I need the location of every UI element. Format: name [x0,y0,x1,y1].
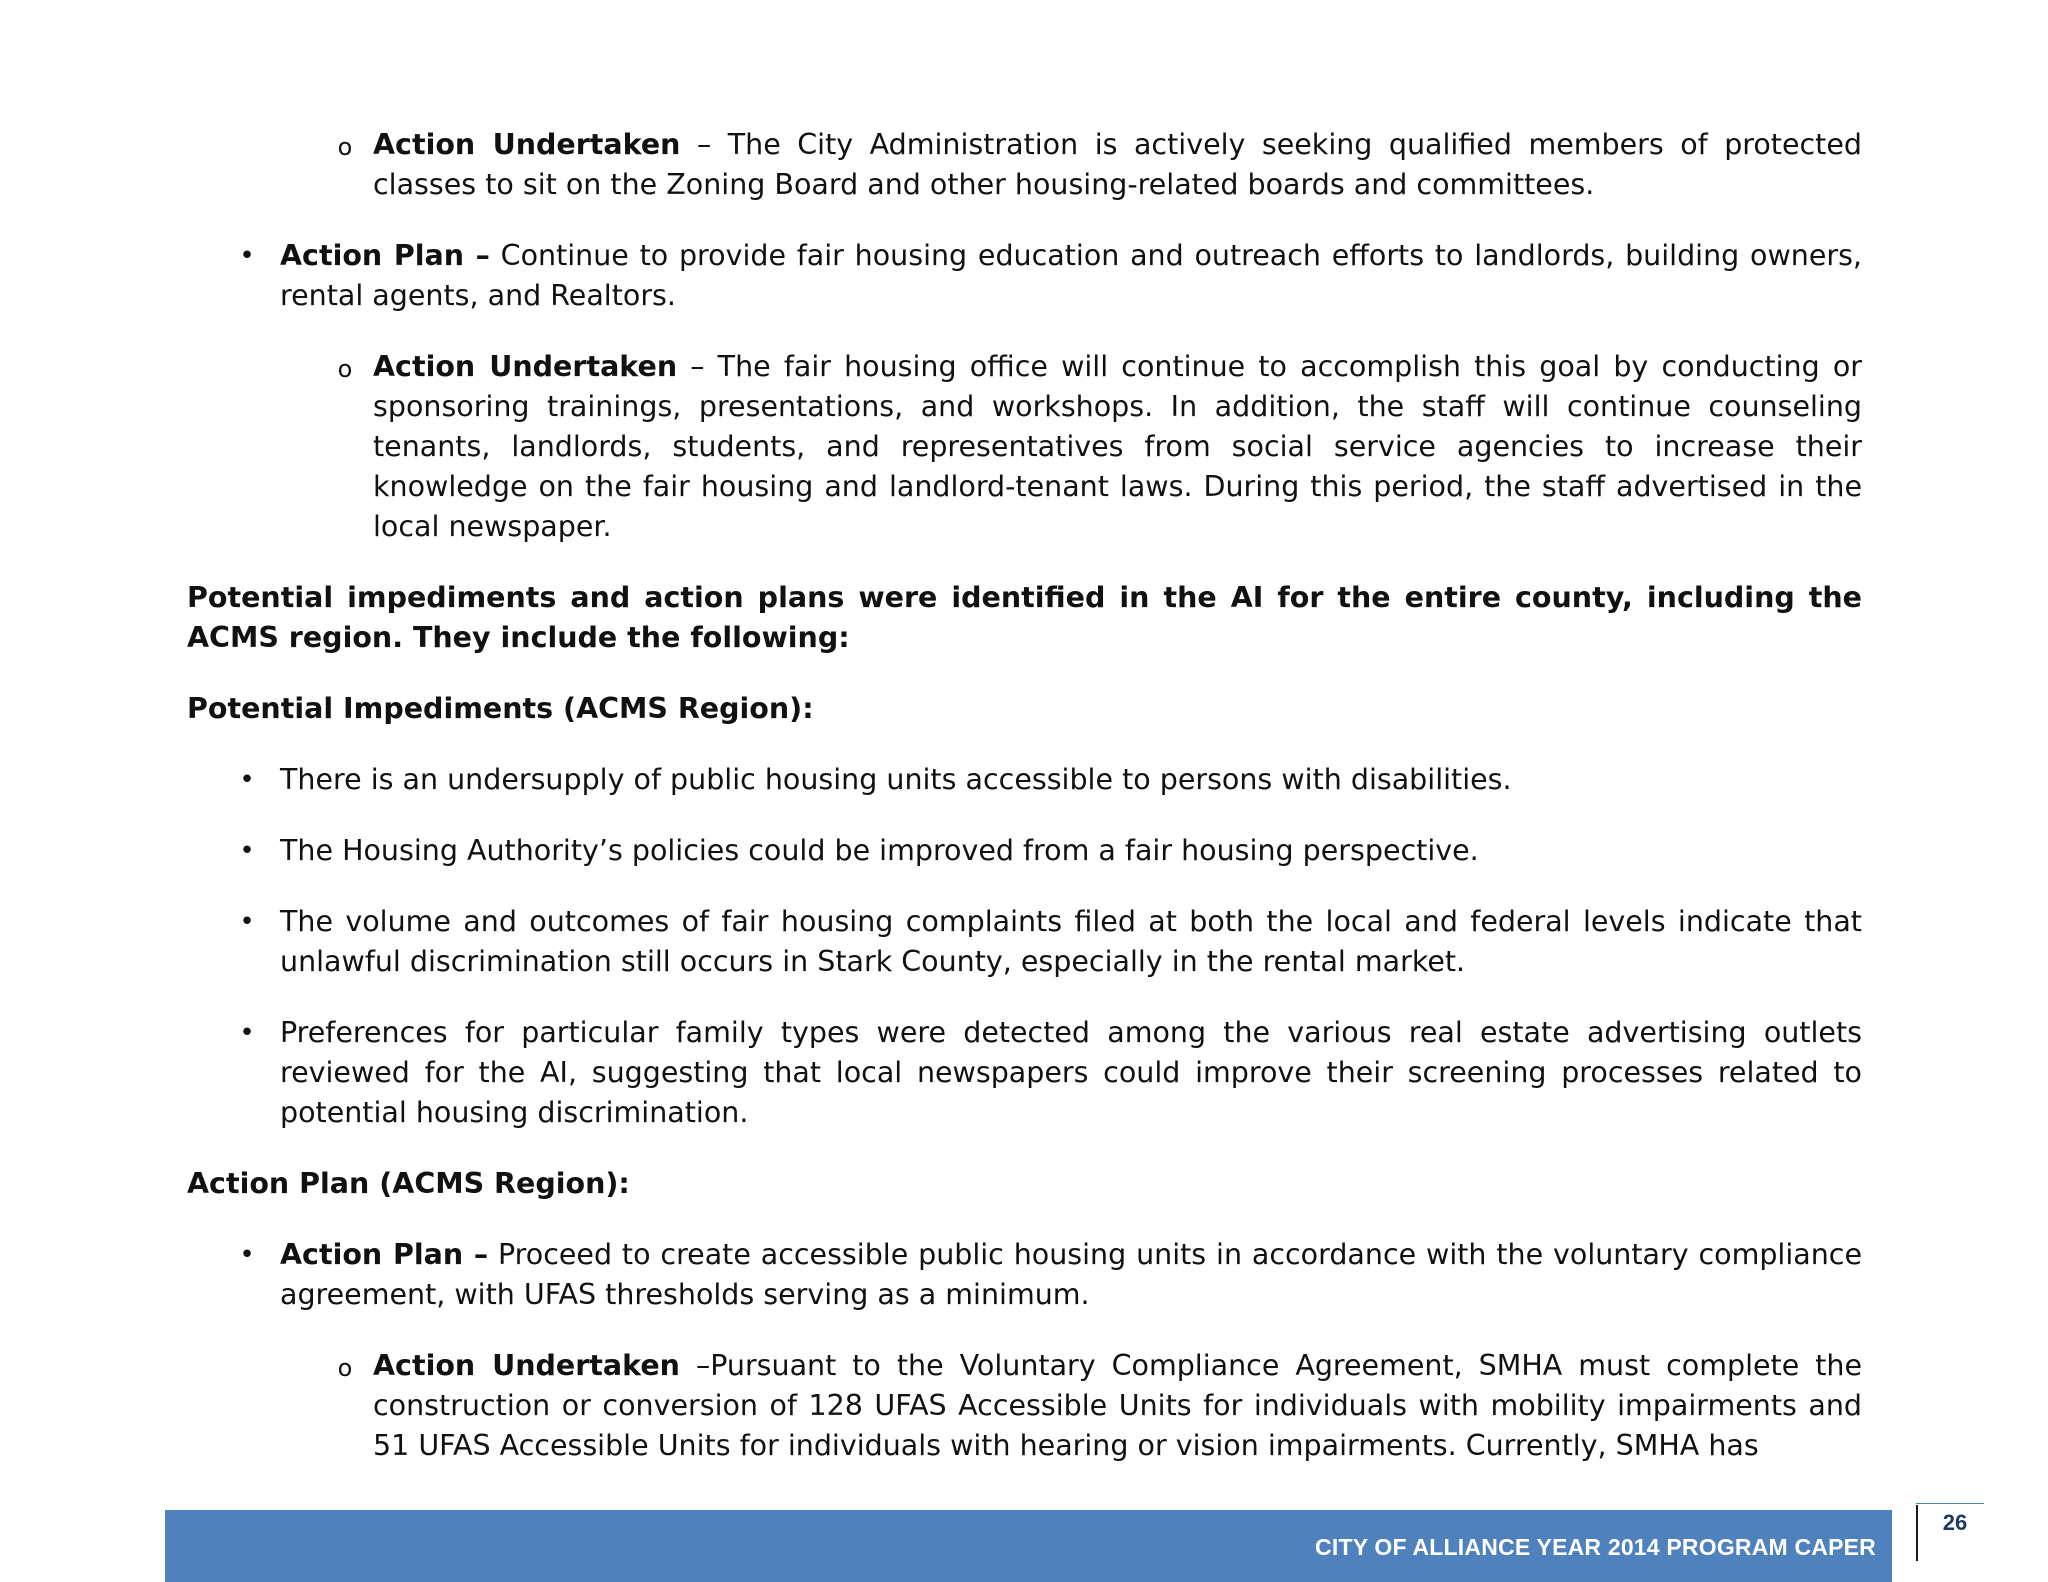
bullet-action-plan-1 [239,236,1862,316]
page-number-top-rule [1916,1503,1984,1504]
sub-bullet-marker: o [337,1354,353,1382]
bullet-impediment-1 [239,760,1862,800]
sub-bullet-action-undertaken-2 [337,347,1862,547]
sub-bullet-action-undertaken-3 [337,1346,1862,1466]
lead-label: Action Undertaken [373,128,681,161]
body-text: Continue to provide fair housing education and outreach efforts to landlords, building owners, rental agents, and Realtors. [280,239,1862,312]
body-text: – The fair housing office will continue to accomplish this goal by conducting or sponsoring trainings, presentations, and workshops. In addition, the staff will continue counseling tenants, landlords, students, and representatives from social service agencies to increase their knowledge on the fair housing and landlord-tenant laws. During this period, the staff advertised in the local newspaper. [373,350,1862,543]
bullet-marker: • [239,836,255,866]
bullet-impediment-2 [239,831,1862,871]
lead-label: Action Plan – [280,239,490,272]
section-heading-action-plan: Action Plan (ACMS Region): [187,1167,630,1200]
footer-title: CITY OF ALLIANCE YEAR 2014 PROGRAM CAPER [1315,1534,1876,1560]
body-text: The volume and outcomes of fair housing complaints filed at both the local and federal levels indicate that unlawful discrimination still occurs in Stark County, especially in the rental market. [280,905,1862,978]
sub-bullet-action-undertaken-1 [337,125,1862,205]
body-text: –Pursuant to the Voluntary Compliance Agreement, SMHA must complete the construction or conversion of 128 UFAS Accessible Units for individuals with mobility impairments and 51 UFAS Accessible Units for individuals with hearing or vision impairments. Currently, SMHA has [373,1349,1862,1462]
bullet-marker: • [239,1018,255,1048]
body-text: Proceed to create accessible public housing units in accordance with the voluntary compliance agreement, with UFAS thresholds serving as a minimum. [280,1238,1862,1311]
page-number-divider [1916,1505,1918,1561]
bullet-impediment-3 [239,902,1862,982]
bullet-marker: • [239,907,255,937]
footer-bar [165,1510,1892,1582]
body-text: The Housing Authority’s policies could be improved from a fair housing perspective. [280,834,1479,867]
lead-label: Action Plan – [280,1238,489,1271]
sub-bullet-marker: o [337,355,353,383]
lead-label: Action Undertaken [373,350,678,383]
sub-bullet-marker: o [337,133,353,161]
intro-paragraph: Potential impediments and action plans were identified in the AI for the entire county, including the ACMS region. They include the following: [187,581,1862,654]
section-heading-impediments: Potential Impediments (ACMS Region): [187,692,814,725]
bullet-action-plan-2 [239,1235,1862,1315]
lead-label: Action Undertaken [373,1349,680,1382]
page-number: 26 [1942,1510,1968,1535]
body-text: There is an undersupply of public housing units accessible to persons with disabilities. [280,763,1512,796]
body-text: – The City Administration is actively seeking qualified members of protected classes to sit on the Zoning Board and other housing-related boards and committees. [373,128,1862,201]
body-text: Preferences for particular family types were detected among the various real estate advertising outlets reviewed for the AI, suggesting that local newspapers could improve their screening processes related to potential housing discrimination. [280,1016,1862,1129]
bullet-marker: • [239,241,255,271]
bullet-impediment-4 [239,1013,1862,1133]
bullet-marker: • [239,765,255,795]
bullet-marker: • [239,1240,255,1270]
